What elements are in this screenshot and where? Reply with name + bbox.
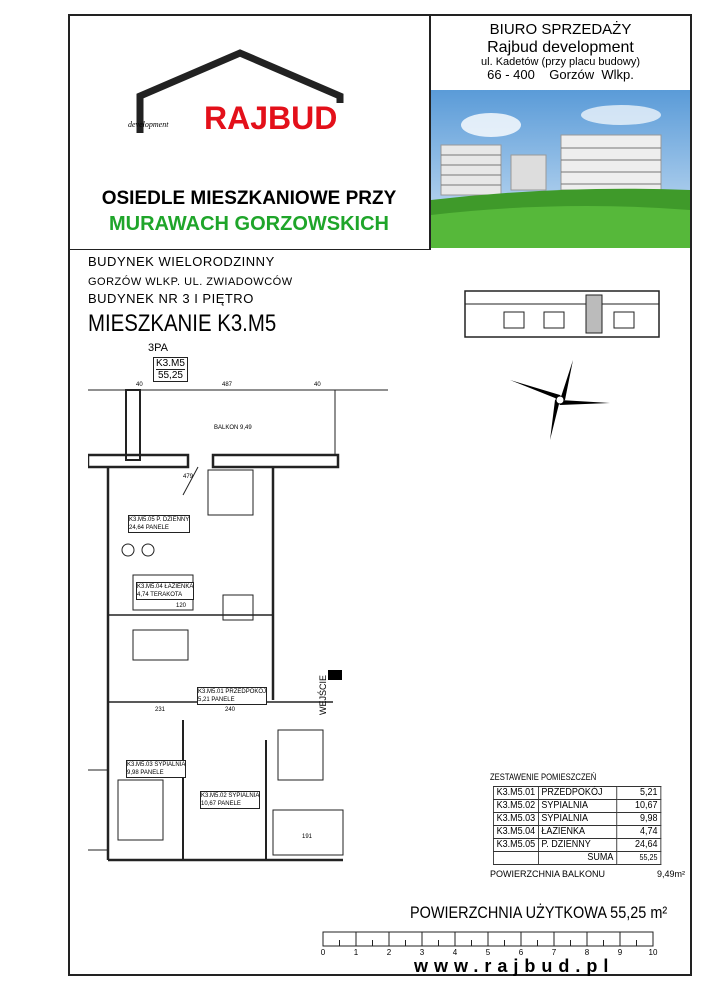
dimension-label: 487 [222, 382, 233, 388]
entrance-label: WEJŚCIE [318, 674, 329, 716]
building-type: BUDYNEK WIELORODZINNY [88, 254, 275, 269]
apartment-highlight [586, 295, 602, 333]
office-street: ul. Kadetów (przy placu budowy) [481, 56, 640, 69]
table-row [493, 800, 660, 813]
dimension-label: 240 [225, 707, 236, 713]
room-area: 24,64 [617, 839, 661, 852]
header-divider [68, 249, 430, 250]
apartment-title: MIESZKANIE K3.M5 [88, 310, 277, 337]
room-name: SYPIALNIA [538, 800, 616, 813]
room-code: K3.M5.04 [493, 826, 538, 839]
room-name: ŁAZIENKA [538, 826, 616, 839]
dimension-label: 231 [155, 707, 166, 713]
unit-label [153, 357, 188, 382]
estate-subtitle: MURAWACH GORZOWSKICH [109, 213, 389, 235]
scale-label: 3 [419, 948, 425, 957]
scale-label: 5 [485, 948, 491, 957]
table-row [493, 826, 660, 839]
room-name: SYPIALNIA [538, 813, 616, 826]
room-area: 4,74 [617, 826, 661, 839]
estate-title: OSIEDLE MIESZKANIOWE PRZY [101, 188, 397, 209]
table-row [493, 852, 660, 865]
dimension-label: 40 [136, 382, 143, 388]
room-area: 5,21 [617, 787, 661, 800]
sum-label: SUMA [538, 852, 616, 865]
room-code: K3.M5.05 [493, 839, 538, 852]
balcony-area-value: 9,49m² [656, 869, 685, 879]
empty-cell [493, 852, 538, 865]
sum-value: 55,25 [617, 852, 661, 865]
room-code: K3.M5.03 [493, 813, 538, 826]
north-arrow-icon [505, 355, 615, 445]
balcony-area-row [490, 869, 685, 879]
company-logo: RAJBUD [204, 100, 338, 136]
dimension-label: 120 [176, 603, 187, 609]
office-title: BIURO SPRZEDAŻY [489, 21, 632, 38]
office-city: 66 - 400 Gorzów Wlkp. [487, 67, 634, 83]
key-plan [464, 290, 660, 338]
company-logo-sub: development [128, 120, 169, 129]
scale-label: 10 [648, 948, 658, 957]
table-row [493, 813, 660, 826]
room-name: P. DZIENNY [538, 839, 616, 852]
room-label: K3.M5.02 SYPIALNIA 10,67 PANELE [201, 793, 260, 807]
room-area: 10,67 [617, 800, 661, 813]
scale-label: 8 [584, 948, 590, 957]
table-row [493, 787, 660, 800]
table-row [493, 839, 660, 852]
dimension-label: 40 [314, 382, 321, 388]
room-label: K3.M5.05 P. DZIENNY 24,64 PANELE [129, 517, 190, 531]
room-summary-table [493, 786, 661, 865]
building-address: GORZÓW WLKP. UL. ZWIADOWCÓW [88, 276, 293, 288]
scale-label: 6 [518, 948, 524, 957]
room-label: K3.M5.04 ŁAZIENKA 4,74 TERAKOTA [137, 584, 194, 598]
scale-label: 2 [386, 948, 392, 957]
balcony-area-label: POWIERZCHNIA BALKONU [490, 869, 606, 879]
room-name: PRZEDPOKÓJ [538, 787, 616, 800]
room-area: 9,98 [617, 813, 661, 826]
dimension-label: 479 [183, 474, 194, 480]
balcony-label: BALKON 9,49 [214, 425, 252, 431]
scale-label: 0 [320, 948, 326, 957]
dimension-label: 191 [302, 834, 313, 840]
building-floor: BUDYNEK NR 3 I PIĘTRO [88, 291, 254, 306]
stair-label: 3PA [148, 342, 168, 354]
scale-label: 1 [353, 948, 359, 957]
room-summary-title: ZESTAWENIE POMIESZCZEŃ [490, 772, 597, 782]
scale-label: 4 [452, 948, 458, 957]
room-label: K3.M5.03 SYPIALNIA 9,98 PANELE [127, 762, 186, 776]
unit-area: 55,25 [157, 370, 183, 381]
website-link[interactable]: www.rajbud.pl [414, 956, 615, 976]
unit-code: K3.M5 [156, 358, 185, 369]
scale-label: 7 [551, 948, 557, 957]
usable-area: POWIERZCHNIA UŻYTKOWA 55,25 m² [410, 903, 668, 922]
building-rendering-image [431, 90, 690, 248]
scale-label: 9 [617, 948, 623, 957]
sales-office [431, 22, 690, 82]
room-label: K3.M5.01 PRZEDPOKÓJ 5,21 PANELE [198, 689, 267, 703]
room-code: K3.M5.02 [493, 800, 538, 813]
office-company: Rajbud development [487, 38, 634, 56]
room-code: K3.M5.01 [493, 787, 538, 800]
